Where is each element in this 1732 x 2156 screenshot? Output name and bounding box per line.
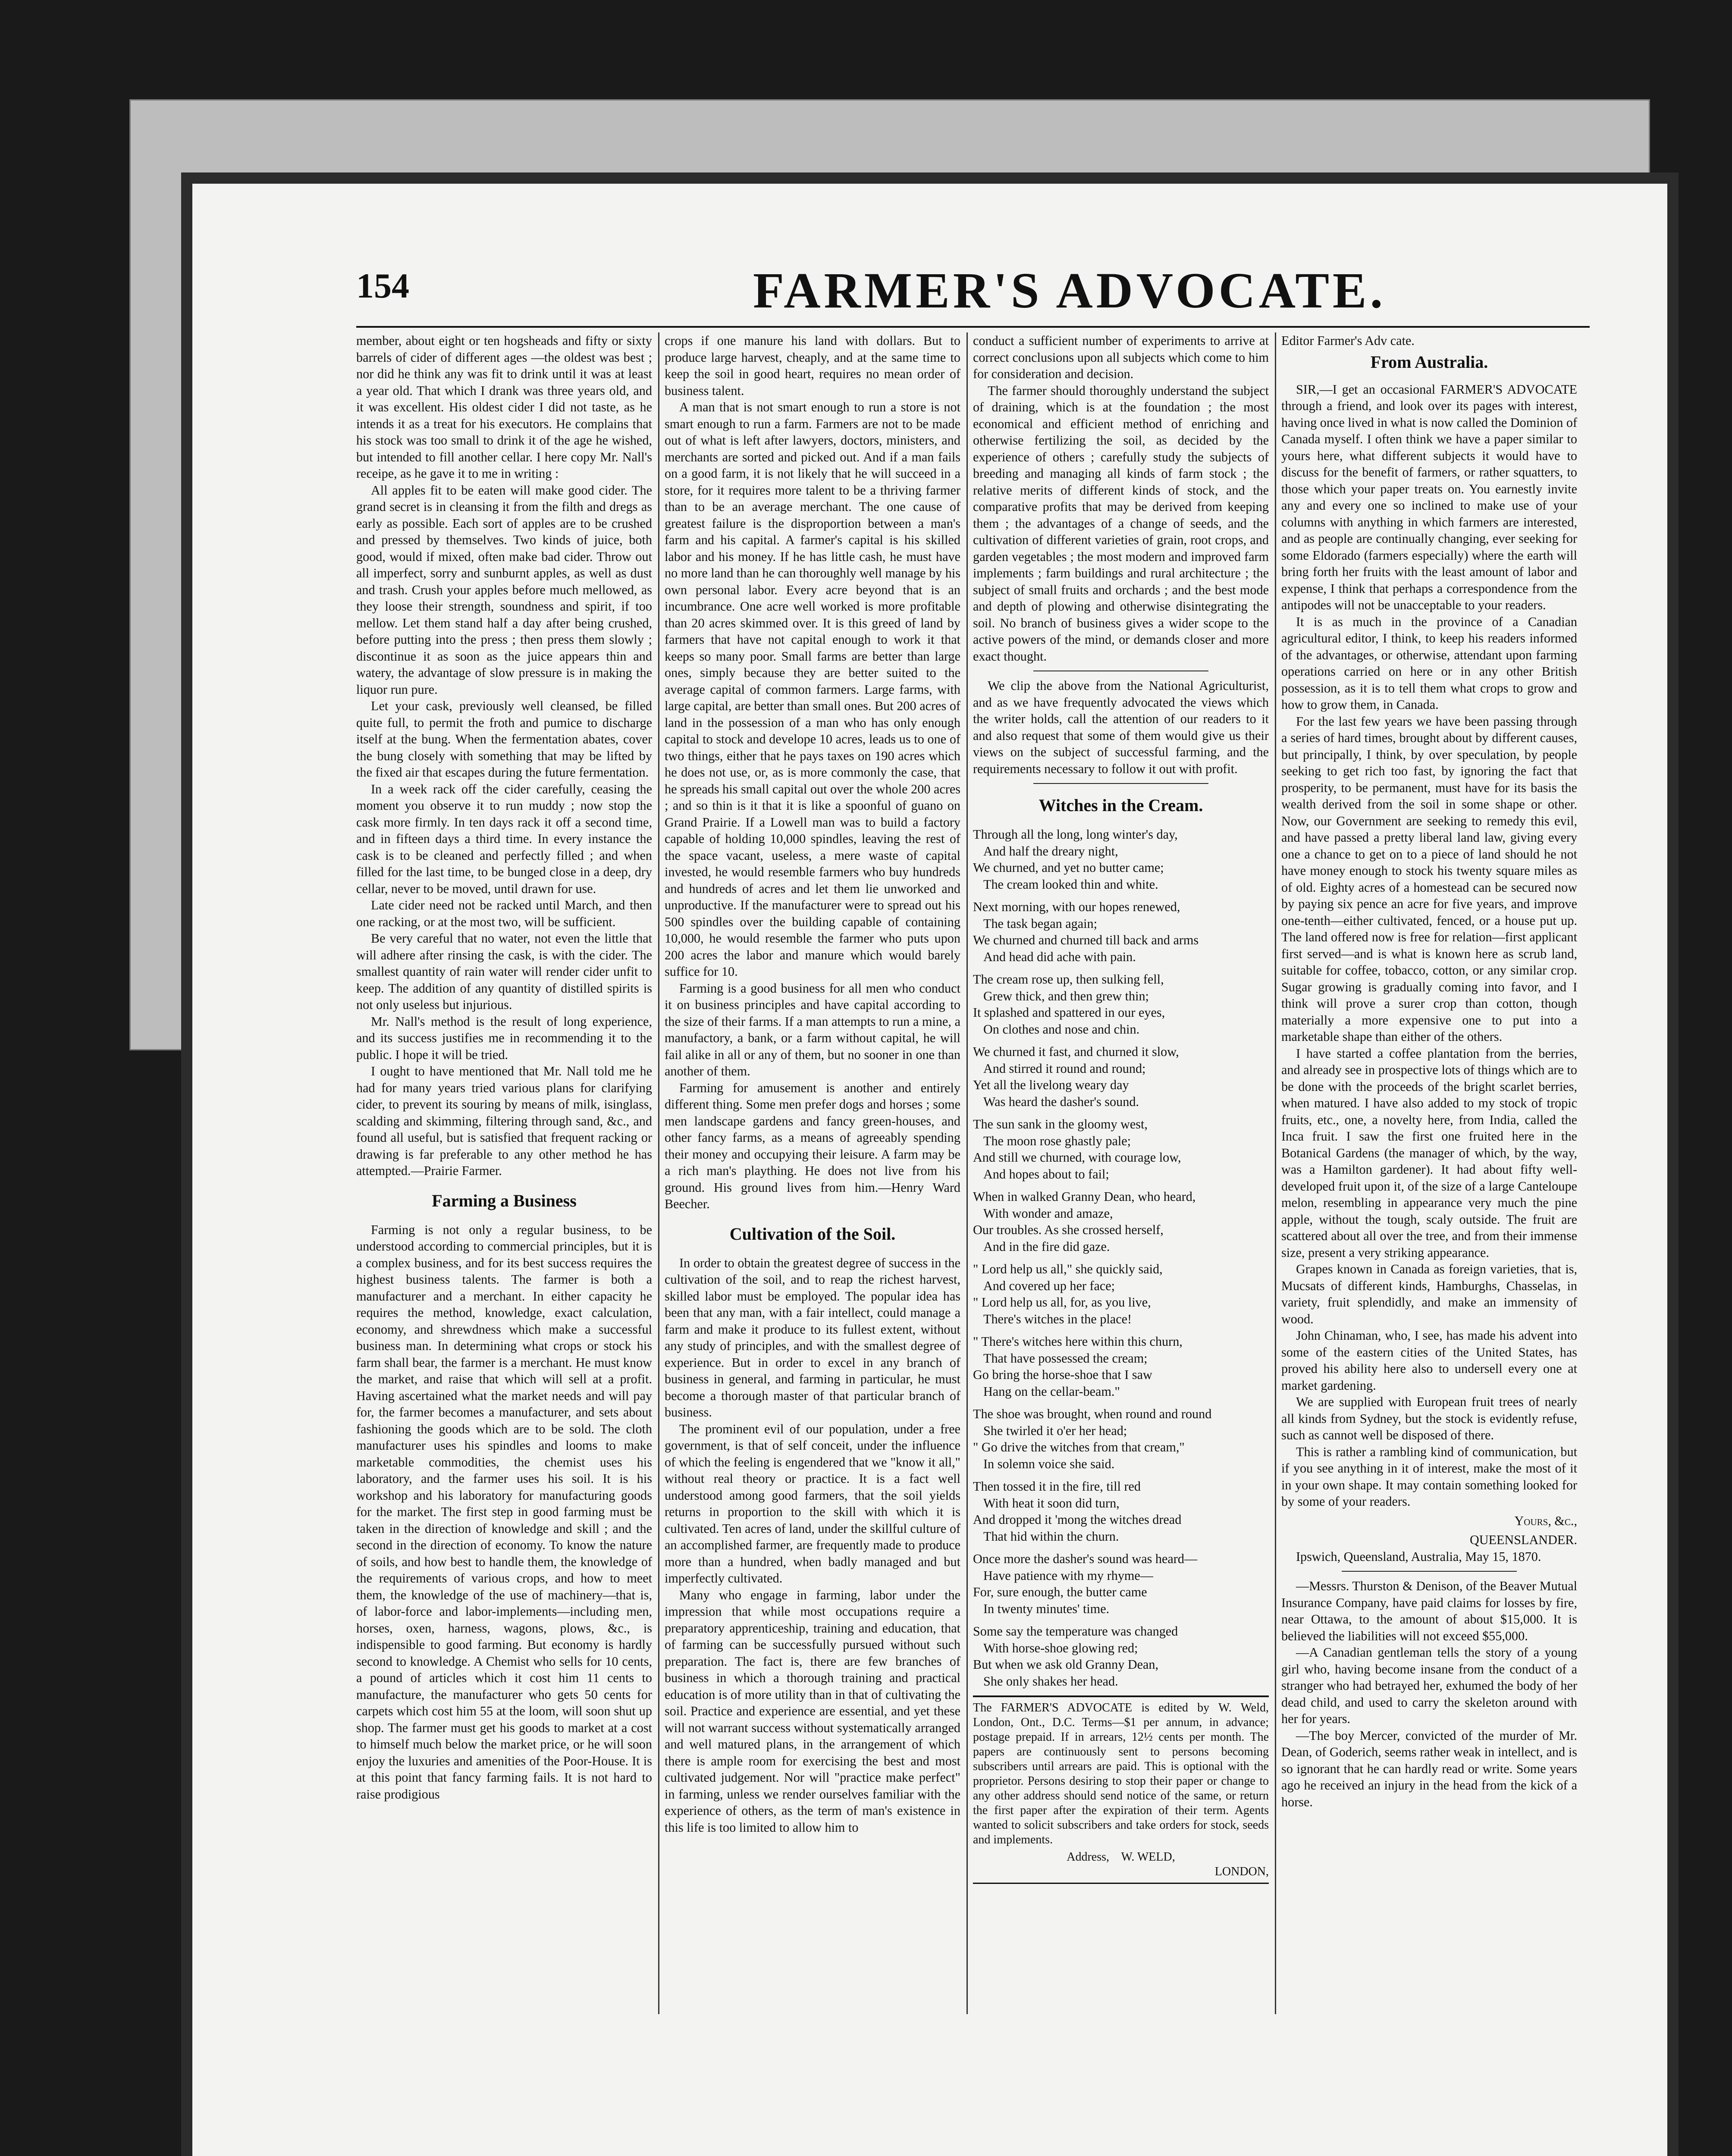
poem-line: That hid within the churn. — [983, 1529, 1119, 1544]
paragraph: Farming for amusement is another and entirely different thing. Some men prefer dogs and horses ; some men landscape gardens and fancy green-houses, and other fancy farms, as a means of agreeably spending their money and occupying their leisure. A farm may be a rich man's plaything. He does not live from his ground. His ground lives from him.—Henry Ward Beecher. — [665, 1080, 960, 1211]
poem-line: The cream rose up, then sulking fell, — [973, 972, 1164, 987]
address-name: W. WELD, — [1121, 1850, 1175, 1864]
poem-line: " Lord help us all," she quickly said, — [973, 1262, 1163, 1276]
poem-line: Was heard the dasher's sound. — [983, 1094, 1139, 1109]
poem-line: With wonder and amaze, — [983, 1206, 1113, 1221]
poem-stanza — [973, 1551, 1269, 1617]
paragraph: The farmer should thoroughly understand the subject of draining, which is at the foundation ; the most economical and efficient method of enriching and otherwise fertilizing the soil, as decided by the experience of others ; carefully study the subjects of breeding and managing all kinds of farm stock ; the relative merits of different kinds of stock, and the comparative profits that may be derived from keeping them ; the advantages of a change of seeds, and the cultivation of different varieties of grain, root crops, and garden vegetables ; the most modern and improved farm implements ; farm buildings and rural architecture ; the subject of small fruits and orchards ; and the best mode and depth of plowing and otherwise disintegrating the soil. No branch of business gives a wider scope to the active powers of the mind, or demands closer and more exact thought. — [973, 383, 1269, 664]
poem-line: And in the fire did gaze. — [983, 1239, 1110, 1254]
poem-line: She twirled it o'er her head; — [983, 1423, 1127, 1438]
paragraph: In order to obtain the greatest degree of success in the cultivation of the soil, and to reap the richest harvest, skilled labor must be employed. The popular idea has been that any man, with a fair intellect, could manage a farm and make it produce to its fullest extent, without any study of principles, and with the smallest degree of experience. But in order to excel in any branch of business in general, and farming in particular, he must become a thorough master of that particular branch of business. — [665, 1255, 960, 1420]
notice-text: The FARMER'S ADVOCATE is edited by W. Weld, London, Ont., D.C. Terms—$1 per annum, in advance; postage prepaid. If in arrears, 12½ cents per month. The papers are continuously sent to persons becoming subscribers until arrears are paid. This is optional with the proprietor. Persons desiring to stop their paper or change to any other address should send notice of the same, or return the first paper after the expiration of their term. Agents wanted to solicit subscribers and take orders for stock, seeds and implements. — [973, 1701, 1269, 1846]
poem-line: And covered up her face; — [983, 1278, 1115, 1293]
poem-line: There's witches in the place! — [983, 1311, 1132, 1326]
paragraph: crops if one manure his land with dollars. But to produce large harvest, cheaply, and at the same time to keep the soil in good heart, requires no mean order of business talent. — [665, 333, 960, 398]
paragraph: We clip the above from the National Agriculturist, and as we have frequently advocated the views which the writer holds, call the attention of our readers to it and also request that some of them would give us their views on the subject of successful farming, and the requirements necessary to follow it out with profit. — [973, 678, 1269, 776]
poem-stanza — [973, 826, 1269, 893]
paragraph: member, about eight or ten hogsheads and fifty or sixty barrels of cider of different ages —the oldest was best ; nor did he think any was fit to drink until it was at least a year old. That which I drank was three years old, and it was excellent. His oldest cider I did not taste, as he intends it as a treat for his executors. He complains that his stock was too small to drink it of the age he wished, but intended to fill another cellar. I here copy Mr. Nall's receipe, as he gave it to me in writing : — [356, 333, 652, 481]
address-city: LONDON, — [1214, 1865, 1269, 1878]
poem-line: With heat it soon did turn, — [983, 1495, 1120, 1510]
paragraph: Many who engage in farming, labor under the impression that while most occupations require a preparatory apprenticeship, training and education, that of farming can be successfully pursued without such preparation. The fact is, there are few branches of business in which a thorough training and practical education is of more utility than in that of cultivating the soil. Practice and experience are essential, and yet these will not warrant success without systematically arranged and well matured plans, in the arrangement of which there is ample room for exercising the best and most cultivated judgement. Nor will "practice make perfect" in farming, unless we render ourselves familiar with the experience of others, as the term of man's existence in this life is too limited to allow him to — [665, 1587, 960, 1835]
poem-stanza — [973, 1333, 1269, 1400]
column-divider — [658, 332, 659, 2014]
poem-line: And head did ache with pain. — [983, 949, 1136, 964]
poem-line: The task began again; — [983, 916, 1098, 931]
page-header — [356, 261, 1607, 326]
poem-line: With horse-shoe glowing red; — [983, 1640, 1138, 1655]
paragraph: I have started a coffee plantation from the berries, and already see in prospective lots of things which are to be done with the proceeds of the bright scarlet berries, when matured. I have also added to my stock of tropic fruits, etc., one, a novelty here, from India, called the Inca fruit. I saw the first one fruited here in the Botanical Gardens (the manager of which, by the way, was a Hamilton gardener). It had about fifty well-developed fruit upon it, of the size of a large Canteloupe melon, resembling in appearance very much the pine apple, without the tough, scaly outside. The fruit are scattered about all over the tree, and from their immense size, present a very striking appearance. — [1281, 1046, 1577, 1260]
paragraph: This is rather a rambling kind of communication, but if you see anything in it of interest, make the most of it in your own shape. It may contain something looked for by some of your readers. — [1281, 1444, 1577, 1509]
paragraph: The prominent evil of our population, under a free government, is that of self conceit, under the influence of which the feeling is engendered that we "know it all," without real theory or practice. It is a fact well understood among good farmers, that the soil yields returns in proportion to the skill with which it is cultivated. Ten acres of land, under the skillful culture of an accomplished farmer, are frequently made to produce more than a hundred, when badly managed and but imperfectly cultivated. — [665, 1421, 960, 1586]
column-4 — [1281, 332, 1577, 2014]
paragraph: Farming is not only a regular business, to be understood according to commercial principles, but it is a complex business, and for its best success requires the highest business talents. The farmer is both a manufacturer and a merchant. In either capacity he requires the method, knowledge, exact calculation, economy, and shrewdness which make a successful business man. In determining what crops or stock his farm shall bear, the farmer is a merchant. He must know the market, and raise that which will sell at a profit. Having ascertained what the market needs and will pay for, the farmer becomes a manufacturer, and sets about fashioning the goods which are to be sold. The cloth manufacturer uses his spindles and looms to make marketable commodities, the chemist uses his laboratory, and the farmer uses his soil. It is his workshop and his laboratory for manufacturing goods for the market. The first step in good farming must be taken in the direction of knowledge and skill ; and the second in the direction of economy. To know the nature of soils, and how best to handle them, the knowledge of the requirements of various crops, and how to meet them, the knowledge of the use of machinery—that is, of labor-force and labor-implements—including men, horses, oxen, harness, wagons, plows, &c., is indispensible to good farming. But economy is hardly second to knowledge. A Chemist who sells for 10 cents, a pound of articles which it cost him 11 cents to manufacture, the manufacturer who gets 50 cents for carpets which cost him 55 at the loom, will soon shut up shop. The farmer must get his goods to market at a cost to himself much below the market price, or he will soon enjoy the luxuries and amenities of the Poor-House. It is at this point that fancy farming fails. It is not hard to raise prodigious — [356, 1222, 652, 1802]
poem — [973, 826, 1269, 1689]
paragraph: For the last few years we have been passing through a series of hard times, brought about by different causes, but principally, I think, by over speculation, by people seeking to get rich too fast, by ignoring the fact that prosperity, to be permanent, must have for its basis the wealth derived from the soil in some shape or other. Now, our Government are seeking to remedy this evil, and have passed a pretty liberal land law, giving every one a chance to get on to a piece of land should he not have money enough to stock his twenty square miles as of old. Eighty acres of a homestead can be secured now by paying six pence an acre for five years, and improve one-tenth—either cultivated, fenced, or a house put up. The land offered now is free for relation—first applicant first served—and is what is known here as scrub land, suitable for coffee, tobacco, cotton, or any similar crop. Sugar growing is gradually coming into favor, and I think will prove a surer crop than cotton, though materially a more expensive one to put into a marketable shape than either of the others. — [1281, 714, 1577, 1044]
poem-line: Through all the long, long winter's day, — [973, 827, 1178, 842]
poem-line: That have possessed the cream; — [983, 1351, 1148, 1366]
poem-stanza — [973, 1116, 1269, 1182]
paragraph: Be very careful that no water, not even the little that will adhere after rinsing the cask, is with the cider. The smallest quantity of rain water will render cider unfit to keep. The addition of any quantity of distilled spirits is not only useless but injurious. — [356, 931, 652, 1012]
paragraph: I ought to have mentioned that Mr. Nall told me he had for many years tried various plans for clarifying cider, to prevent its souring by means of milk, isinglass, scalding and skimming, filtering through sand, &c., and found all useful, but is satisfied that frequent racking or drawing is far preferable to any other method he has attempted.—Prairie Farmer. — [356, 1064, 652, 1178]
poem-line: And half the dreary night, — [983, 843, 1118, 859]
poem-line: But when we ask old Granny Dean, — [973, 1657, 1159, 1672]
paragraph: —The boy Mercer, convicted of the murder of Mr. Dean, of Goderich, seems rather weak in intellect, and is so ignorant that he can hardly read or write. Some years ago he received an injury in the head from the kick of a horse. — [1281, 1728, 1577, 1809]
poem-line: The sun sank in the gloomy west, — [973, 1117, 1148, 1131]
column-divider — [1275, 332, 1276, 2014]
poem-stanza — [973, 971, 1269, 1037]
publisher-notice — [973, 1695, 1269, 1884]
poem-line: When in walked Granny Dean, who heard, — [973, 1189, 1196, 1204]
paragraph: Farming is a good business for all men who conduct it on business principles and have capital according to the size of their farms. If a man attempts to run a mine, a manufactory, a bank, or a farm without capital, he will fail alike in all or any of them, but no sooner in one than another of them. — [665, 981, 960, 1078]
paragraph: All apples fit to be eaten will make good cider. The grand secret is in cleansing it from the filth and dregs as early as possible. Each sort of apples are to be crushed and pressed by themselves. Two kinds of juice, both good, would if mixed, often make bad cider. Throw out all imperfect, sorry and sunburnt apples, as well as dust and trash. Crush your apples before much mellowed, as they loose their strength, soundness and spirit, if too mellow. Let them stand half a day after being crushed, before putting into the press ; then press them slowly ; discontinue it as soon as the juice appears thin and watery, the advantage of slow pressure is in making the liquor run pure. — [356, 483, 652, 697]
poem-stanza — [973, 1406, 1269, 1472]
poem-line: Go bring the horse-shoe that I saw — [973, 1367, 1152, 1382]
poem-line: We churned, and yet no butter came; — [973, 860, 1164, 875]
poem-line: The shoe was brought, when round and round — [973, 1407, 1212, 1421]
poem-line: " Go drive the witches from that cream," — [973, 1440, 1185, 1454]
poem-line: In twenty minutes' time. — [983, 1601, 1110, 1616]
poem-line: " There's witches here within this churn, — [973, 1334, 1183, 1349]
paragraph: In a week rack off the cider carefully, ceasing the moment you observe it to run muddy ; now stop the cask more firmly. In ten days rack it off a second time, and in fifteen days a third time. In every instance the cask is to be cleaned and perfectly filled ; and when filled for the last time, to be bunged close in a deep, dry cellar, never to be moved, until drawn for use. — [356, 781, 652, 896]
poem-line: Yet all the livelong weary day — [973, 1078, 1129, 1092]
poem-line: And still we churned, with courage low, — [973, 1150, 1181, 1165]
paragraph: SIR,—I get an occasional FARMER'S ADVOCATE through a friend, and look over its pages with interest, having once lived in what is now called the Dominion of Canada myself. I often think we have a paper similar to yours here, what different subjects it would have to discuss for the benefit of farmers, or rather squatters, to those which your paper treats on. You earnestly invite any and every one so inclined to make use of your columns with anything in which farmers are interested, and as people are continually changing, ever seeking for some Eldorado (farmers especially) where the earth will bring forth her fruits with the least amount of labor and expense, I think that perhaps a correspondence from the antipodes will not be unacceptable to your readers. — [1281, 382, 1577, 612]
poem-line: Next morning, with our hopes renewed, — [973, 899, 1180, 914]
paragraph: We are supplied with European fruit trees of nearly all kinds from Sydney, but the stock is evidently refuse, such as cannot well be disposed of there. — [1281, 1395, 1577, 1442]
poem-line: Some say the temperature was changed — [973, 1624, 1178, 1639]
poem-line: And dropped it 'mong the witches dread — [973, 1512, 1182, 1527]
paragraph: conduct a sufficient number of experiments to arrive at correct conclusions upon all subjects which come to him for consideration and decision. — [973, 333, 1269, 381]
newspaper-page — [190, 181, 1670, 2156]
poem-line: " Lord help us all, for, as you live, — [973, 1295, 1151, 1310]
article-heading: Witches in the Cream. — [1039, 796, 1203, 815]
column-1 — [356, 332, 652, 2014]
poem-line: Then tossed it in the fire, till red — [973, 1479, 1141, 1494]
poem-stanza — [973, 1044, 1269, 1110]
letter-closing: Yours, &c., — [1514, 1513, 1577, 1528]
separator — [1033, 783, 1208, 784]
letter-place: Ipswich, Queensland, Australia, May 15, 1870. — [1296, 1549, 1541, 1564]
poem-line: The moon rose ghastly pale; — [983, 1133, 1131, 1148]
poem-line: Grew thick, and then grew thin; — [983, 988, 1149, 1003]
column-divider — [966, 332, 968, 2014]
poem-stanza — [973, 899, 1269, 965]
paragraph: —A Canadian gentleman tells the story of a young girl who, having become insane from the conduct of a stranger who had betrayed her, exhumed the body of her dead child, and used to carry the skeleton around with her for years. — [1281, 1645, 1577, 1726]
separator — [1342, 1571, 1517, 1572]
header-rule — [356, 326, 1590, 328]
poem-line: And hopes about to fail; — [983, 1166, 1109, 1181]
poem-line: Once more the dasher's sound was heard— — [973, 1551, 1198, 1566]
poem-line: She only shakes her head. — [983, 1673, 1118, 1689]
paragraph: Let your cask, previously well cleansed, be filled quite full, to permit the froth and pumice to discharge itself at the bung. When the fermentation abates, cover the bung closely with something that may be lifted by the fixed air that escapes during the future fermentation. — [356, 699, 652, 780]
poem-line: We churned and churned till back and arms — [973, 933, 1199, 947]
article-heading: From Australia. — [1370, 352, 1488, 372]
paragraph: It is as much in the province of a Canadian agricultural editor, I think, to keep his readers informed of the advantages, or otherwise, attendant upon farming operations carried on here or in any other British possession, as it is to tell them what crops to grow and how to grow them, in Canada. — [1281, 614, 1577, 712]
poem-line: In solemn voice she said. — [983, 1456, 1115, 1471]
poem-line: For, sure enough, the butter came — [973, 1585, 1147, 1599]
article-heading: Cultivation of the Soil. — [729, 1224, 896, 1244]
letter-intro: Editor Farmer's Adv cate. — [1281, 333, 1415, 348]
poem-stanza — [973, 1478, 1269, 1545]
paragraph: A man that is not smart enough to run a store is not smart enough to run a farm. Farmers are not to be made out of what is left after lawyers, doctors, ministers, and merchants are sorted and picked out. And if a man fails on a good farm, it is not likely that he will succeed in a store, for it requires more talent to be a thriving farmer than to be an average merchant. The one cause of greatest failure is the disproportion between a man's farm and his capital. A farmer's capital is his skilled labor and his money. If he has little cash, he must have no more land than he can thoroughly well manage by his own personal labor. Every acre beyond that is an incumbrance. One acre well worked is more profitable than 20 acres skimmed over. It is this greed of land by farmers that have not capital enough to work it that keeps so many poor. Small farms are better than large ones, simply because they are better suited to the average capital of common farmers. Large farms, with large capital, are better than small ones. But 200 acres of land in the possession of a man who has only enough capital to stock and develope 10 acres, leads us to one of two things, either that he pays taxes on 190 acres which he does not use, or, as is more commonly the case, that he spreads his small capital out over the whole 200 acres ; and so thin is it that it is like a spoonful of guano on Grand Prairie. If a Lowell man was to build a factory capable of holding 10,000 spindles, leaving the rest of the space vacant, useless, a mere waste of capital invested, he would resemble farmers who buy hundreds and hundreds of acres and let them lie unworked and unproductive. If the manufacturer were to spread out his 500 spindles over the building capable of containing 10,000, he would resemble the farmer who puts upon 200 acres the labor and manure which would barely suffice for 10. — [665, 400, 960, 979]
poem-stanza — [973, 1188, 1269, 1255]
poem-line: On clothes and nose and chin. — [983, 1022, 1140, 1037]
address-label: Address, — [1067, 1850, 1110, 1864]
poem-line: It splashed and spattered in our eyes, — [973, 1005, 1165, 1020]
column-2 — [665, 332, 960, 2014]
masthead: FARMER'S ADVOCATE. — [753, 262, 1387, 319]
poem-line: Have patience with my rhyme— — [983, 1568, 1153, 1583]
paragraph: Grapes known in Canada as foreign varieties, that is, Mucsats of different kinds, Hamburghs, Chasselas, in variety, fruit splendidly, and make an immensity of wood. — [1281, 1262, 1577, 1326]
poem-stanza — [973, 1623, 1269, 1689]
letter-signer: QUEENSLANDER. — [1469, 1532, 1577, 1547]
poem-stanza — [973, 1261, 1269, 1327]
page-number: 154 — [356, 266, 409, 305]
poem-line: Our troubles. As she crossed herself, — [973, 1222, 1164, 1237]
article-heading: Farming a Business — [432, 1191, 577, 1210]
paragraph: Mr. Nall's method is the result of long experience, and its success justifies me in recommending it to the public. I hope it will be tried. — [356, 1014, 652, 1062]
poem-line: We churned it fast, and churned it slow, — [973, 1044, 1179, 1059]
poem-line: Hang on the cellar-beam." — [983, 1384, 1120, 1399]
paragraph: Late cider need not be racked until March, and then one racking, or at the most two, will be sufficient. — [356, 898, 652, 929]
paragraph: John Chinaman, who, I see, has made his advent into some of the eastern cities of the United States, has proved his ability here also to undersell every one at market gardening. — [1281, 1328, 1577, 1393]
column-3 — [973, 332, 1269, 2014]
paragraph: —Messrs. Thurston & Denison, of the Beaver Mutual Insurance Company, have paid claims for losses by fire, near Ottawa, to the amount of about $15,000. It is believed the liabilities will not exceed $55,000. — [1281, 1579, 1577, 1643]
poem-line: And stirred it round and round; — [983, 1061, 1146, 1076]
poem-line: The cream looked thin and white. — [983, 877, 1158, 892]
